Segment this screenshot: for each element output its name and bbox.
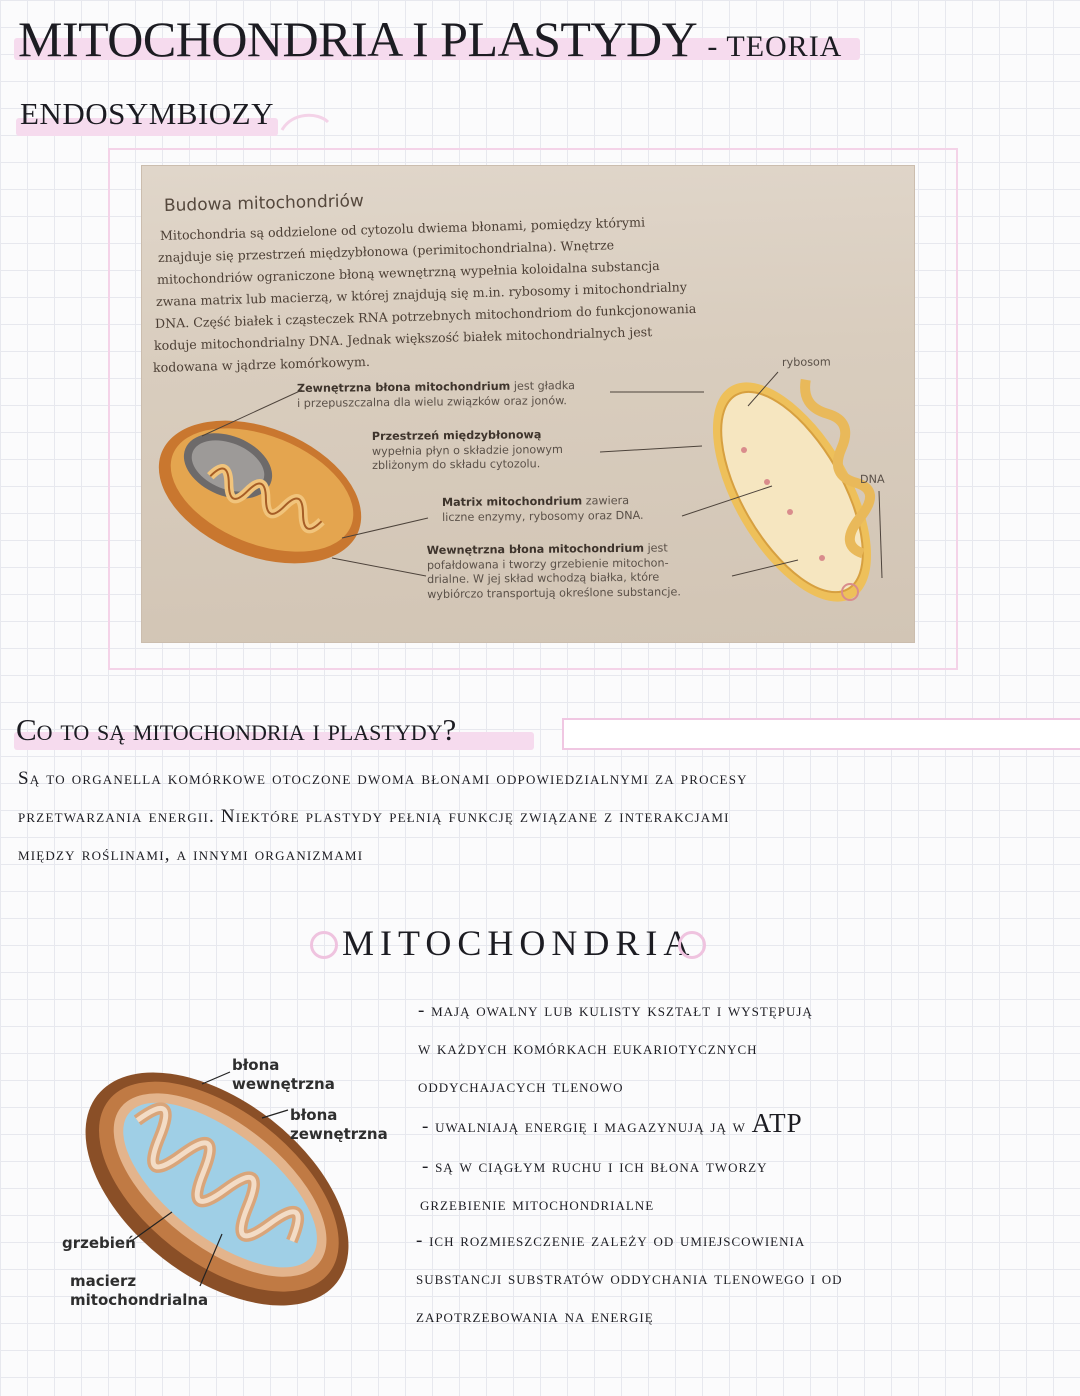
page-subtitle: ENDOSYMBIOZY — [20, 96, 274, 131]
mito-bullet: - są w ciągłym ruchu i ich błona tworzy — [422, 1156, 768, 1177]
label-outer-membrane: Zewnętrzna błona mitochondrium jest gładka i przepuszczalna dla wielu związków oraz jonów. — [296, 379, 576, 410]
mito-bullet — [422, 1108, 803, 1139]
mito-bullet: w każdych komórkach eukariotycznych — [418, 1038, 758, 1059]
label-dna: DNA — [859, 472, 885, 486]
diagram-label-matrix: macierz mitochondrialna — [70, 1272, 209, 1309]
ring-decoration-left — [310, 931, 338, 959]
label-inner-membrane: Wewnętrzna błona mitochondrium jest pofałdowana i tworzy grzebienie mitochon- drialne. W jej skład wchodzą białka, które wybiórczo transportują określone substancje. — [426, 541, 681, 601]
mito-bullet-text: - uwalniają energię i magazynują ją w — [422, 1116, 746, 1137]
label-ribosome: rybosom — [781, 355, 831, 369]
mito-bullet: zapotrzebowania na energię — [416, 1306, 654, 1327]
answer-line: Są to organella komórkowe otoczone dwoma błonami odpowiedzialnymi za procesy — [18, 768, 748, 789]
leader-lines — [142, 166, 914, 642]
answer-line: przetwarzania energii. Niektóre plastydy pełnią funkcję związane z interakcjami — [18, 806, 730, 827]
page-title-suffix: - TEORIA — [707, 30, 843, 63]
label-intermembrane-space: Przestrzeń międzybłonową wypełnia płyn o składzie jonowym zbliżonym do składu cytozolu. — [371, 428, 563, 473]
diagram-label-inner-membrane: błona wewnętrzna — [232, 1056, 335, 1093]
textbook-heading: Budowa mitochondriów — [163, 191, 364, 216]
textbook-photo — [142, 166, 914, 642]
diagram-label-crista: grzebień — [62, 1234, 136, 1252]
ring-decoration-right — [678, 931, 706, 959]
mito-bullet: substancji substratów oddychania tlenowego i od — [416, 1268, 843, 1289]
label-matrix: Matrix mitochondrium zawiera liczne enzymy, rybosomy oraz DNA. — [441, 494, 644, 524]
question-bar — [562, 718, 1080, 750]
answer-line: między roślinami, a innymi organizmami — [18, 844, 364, 865]
atp-text: ATP — [751, 1108, 803, 1138]
swirl-decoration — [278, 108, 338, 138]
diagram-label-outer-membrane: błona zewnętrzna — [290, 1106, 388, 1143]
textbook-line: Mitochondria są oddzielone od cytozolu dwiema błonami, pomiędzy którymi — [159, 214, 646, 243]
mito-bullet: grzebienie mitochondrialne — [420, 1194, 655, 1215]
section-title-mitochondria: MITOCHONDRIA — [342, 923, 696, 963]
textbook-line: kodowana w jądrze komórkowym. — [152, 353, 371, 375]
textbook-line: zwana matrix lub macierzą, w której znajdują się m.in. rybosomy i mitochondrialny — [155, 279, 688, 309]
textbook-line: mitochondriów ograniczone błoną wewnętrzną wypełnia koloidalna substancja — [156, 257, 660, 287]
page-title — [18, 11, 843, 67]
mito-bullet: - ich rozmieszczenie zależy od umiejscowienia — [416, 1230, 806, 1251]
mito-bullet: - mają owalny lub kulisty kształt i występują — [418, 1000, 813, 1021]
textbook-line: DNA. Część białek i cząsteczek RNA potrzebnych mitochondriom do funkcjonowania — [154, 300, 697, 331]
textbook-line: znajduje się przestrzeń międzybłonowa (perimitochondrialna). Wnętrze — [157, 237, 615, 265]
textbook-line: koduje mitochondrialny DNA. Jednak większość białek mitochondrialnych jest — [153, 324, 653, 353]
mito-bullet: oddychajacych tlenowo — [418, 1076, 624, 1097]
question-heading: Co to są mitochondria i plastydy? — [16, 712, 457, 747]
page-title-main: MITOCHONDRIA I PLASTYDY — [18, 11, 696, 67]
